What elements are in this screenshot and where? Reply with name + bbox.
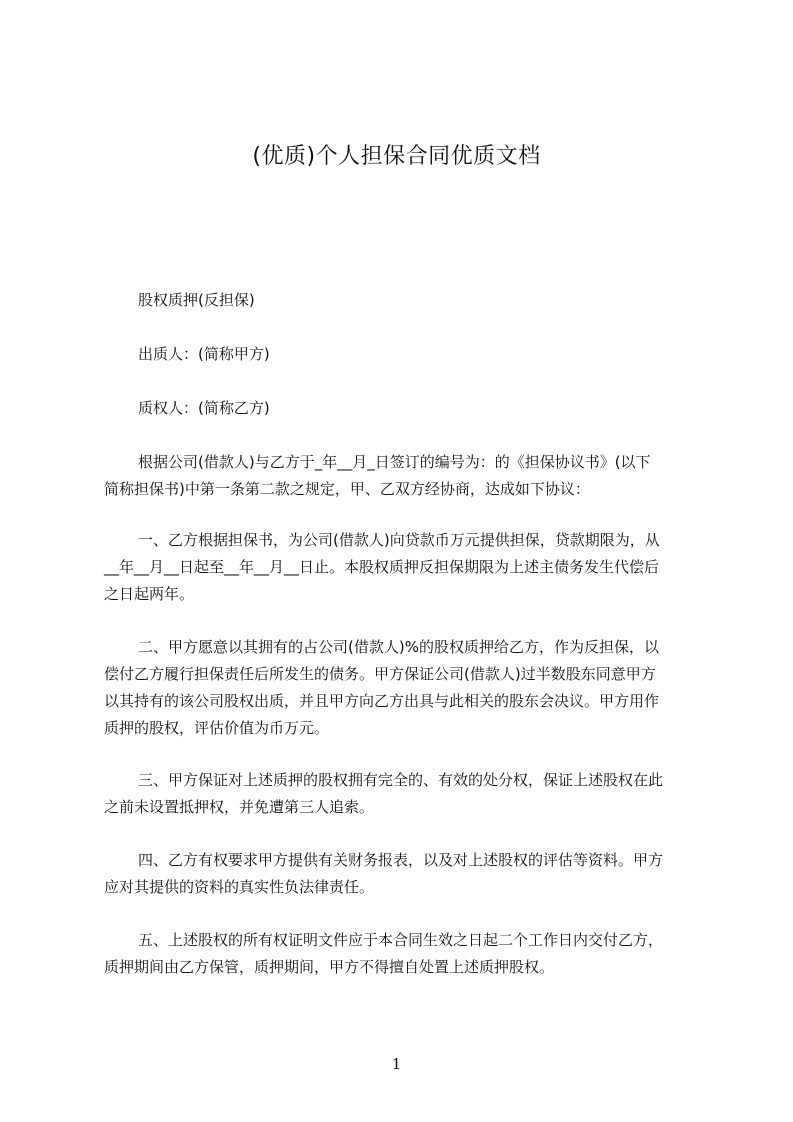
clause-4-line-1: 四、乙方有权要求甲方提供有关财务报表，以及对上述股权的评估等资料。甲方 [138, 851, 664, 869]
clause-2-line-4: 质押的股权，评估价值为币万元。 [104, 719, 330, 737]
clause-5-line-1: 五、上述股权的所有权证明文件应于本合同生效之日起二个工作日内交付乙方， [138, 931, 664, 949]
clause-2-line-2: 偿付乙方履行担保责任后所发生的债务。甲方保证公司(借款人)过半数股东同意甲方 [104, 665, 656, 683]
intro-line-1: 根据公司(借款人)与乙方于_年__月_日签订的编号为：的《担保协议书》(以下 [138, 453, 651, 471]
document-title: (优质)个人担保合同优质文档 [252, 144, 541, 169]
clause-5-line-2: 质押期间由乙方保管，质押期间，甲方不得擅自处置上述质押股权。 [104, 958, 555, 976]
clause-3-line-2: 之前未设置抵押权，并免遭第三人追索。 [104, 798, 375, 816]
clause-1-line-2: __年__月__日起至__年__月__日止。本股权质押反担保期限为上述主债务发生代偿后 [104, 558, 660, 576]
clause-1-line-3: 之日起两年。 [104, 585, 195, 603]
clause-2-line-1: 二、甲方愿意以其拥有的占公司(借款人)%的股权质押给乙方，作为反担保，以 [138, 638, 659, 656]
pledgee-line: 质权人：(简称乙方) [138, 399, 270, 417]
intro-line-2: 简称担保书)中第一条第二款之规定，甲、乙双方经协商，达成如下协议： [104, 480, 590, 498]
clause-3-line-1: 三、甲方保证对上述质押的股权拥有完全的、有效的处分权，保证上述股权在此 [138, 771, 664, 789]
page-number: 1 [391, 1055, 402, 1073]
clause-2-line-3: 以其持有的该公司股权出质，并且甲方向乙方出具与此相关的股东会决议。甲方用作 [104, 692, 660, 710]
pledgor-line: 出质人：(简称甲方) [138, 345, 270, 363]
section-heading: 股权质押(反担保) [138, 291, 255, 309]
clause-1-line-1: 一、乙方根据担保书，为公司(借款人)向贷款币万元提供担保，贷款期限为，从 [138, 531, 660, 549]
clause-4-line-2: 应对其提供的资料的真实性负法律责任。 [104, 878, 375, 896]
